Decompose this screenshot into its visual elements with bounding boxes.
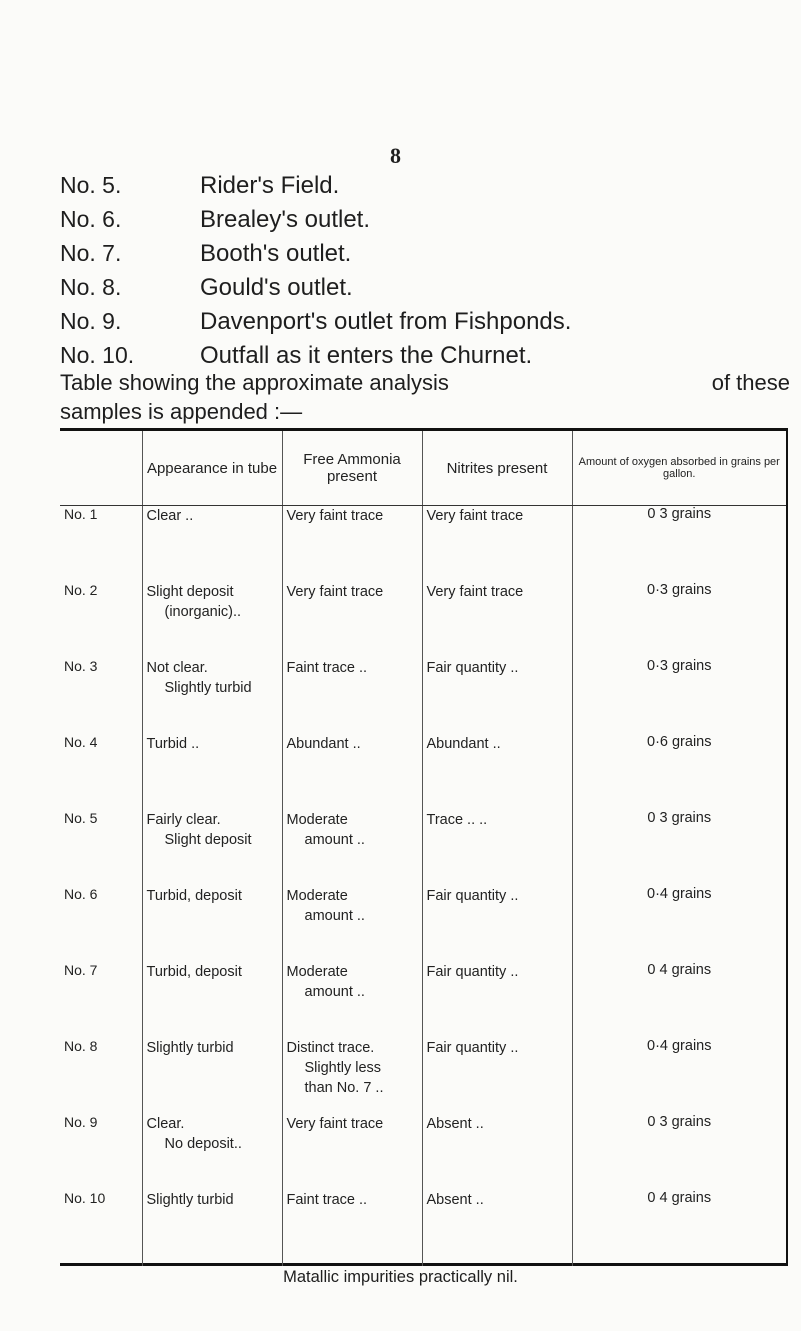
cell-line: Faint trace .. (286, 1192, 368, 1208)
list-item (60, 236, 571, 270)
cell-line: Very faint trace (286, 508, 384, 524)
cell-line: 0·4 grains (647, 1038, 712, 1054)
cell-line: Moderate (286, 964, 348, 980)
page-number: 8 (390, 143, 401, 168)
cell-line: 0·3 grains (647, 582, 712, 598)
table-row (60, 1114, 786, 1190)
cell-line: 0 3 grains (647, 1114, 712, 1130)
nitrites-cell (422, 810, 572, 886)
cell-line: Distinct trace. (286, 1040, 375, 1056)
cell-line: Very faint trace (286, 1116, 384, 1132)
analysis-table-frame (60, 428, 788, 1266)
cell-line: Faint trace .. (286, 660, 368, 676)
cell-line: Fair quantity .. (426, 660, 519, 676)
ammonia-cell (282, 658, 422, 734)
table-row (60, 734, 786, 810)
oxygen-cell (572, 1038, 786, 1114)
cell-line: No. 9 (64, 1114, 98, 1130)
cell-line: No. 8 (64, 1038, 98, 1054)
cell-line: No. 4 (64, 734, 98, 750)
list-item (60, 338, 571, 372)
intro-line: samples is appended :— (60, 399, 303, 424)
cell-line: Very faint trace (426, 584, 524, 600)
cell-line: 0 4 grains (647, 1190, 712, 1206)
sample-cell (60, 658, 142, 734)
nitrites-cell (422, 886, 572, 962)
cell-line: Moderate (286, 812, 348, 828)
oxygen-cell (572, 1114, 786, 1190)
cell-line: Slightly turbid (164, 680, 252, 696)
cell-line: Very faint trace (426, 508, 524, 524)
cell-line: 0 3 grains (647, 810, 712, 826)
sample-cell (60, 734, 142, 810)
table-row (60, 658, 786, 734)
table-row (60, 962, 786, 1038)
cell-line: 0·3 grains (647, 658, 712, 674)
oxygen-cell (572, 734, 786, 810)
cell-line: Fair quantity .. (426, 964, 519, 980)
appearance-cell (142, 506, 282, 583)
oxygen-cell (572, 962, 786, 1038)
appearance-cell (142, 734, 282, 810)
list-item (60, 270, 571, 304)
table-header-row (60, 431, 786, 506)
cell-line: 0 3 grains (647, 506, 712, 522)
ammonia-cell (282, 1114, 422, 1190)
appearance-cell (142, 886, 282, 962)
cell-line: Slightly less (304, 1060, 382, 1076)
appearance-cell (142, 658, 282, 734)
cell-line: Not clear. (146, 660, 208, 676)
cell-line: No. 2 (64, 582, 98, 598)
ammonia-cell (282, 582, 422, 658)
appearance-cell (142, 1190, 282, 1266)
nitrites-cell (422, 658, 572, 734)
appearance-cell (142, 962, 282, 1038)
cell-line: Absent .. (426, 1116, 484, 1132)
header-sample (60, 431, 142, 506)
cell-line: Turbid .. (146, 736, 200, 752)
analysis-table (60, 431, 786, 1266)
table-row (60, 810, 786, 886)
ammonia-cell (282, 1190, 422, 1266)
cell-line: Abundant .. (426, 736, 501, 752)
footer-note: Matallic impurities practically nil. (283, 1268, 518, 1286)
cell-line: Very faint trace (286, 584, 384, 600)
sample-cell (60, 1190, 142, 1266)
cell-line: Fairly clear. (146, 812, 221, 828)
sample-description: Rider's Field. (200, 172, 340, 199)
cell-line: No. 1 (64, 506, 98, 522)
nitrites-cell (422, 734, 572, 810)
table-row (60, 1038, 786, 1114)
ammonia-cell (282, 810, 422, 886)
sample-description: Davenport's outlet from Fishponds. (200, 308, 572, 335)
sample-cell (60, 506, 142, 583)
sample-description: Booth's outlet. (200, 240, 352, 267)
cell-line: Turbid, deposit (146, 888, 242, 904)
sample-number: No. 7. (60, 240, 122, 266)
cell-line: Moderate (286, 888, 348, 904)
sample-description: Brealey's outlet. (200, 206, 371, 233)
cell-line: amount .. (304, 984, 365, 1000)
list-item (60, 202, 571, 236)
intro-text: Table showing the approximate analysis (60, 370, 449, 395)
cell-line: amount .. (304, 908, 365, 924)
list-item (60, 168, 571, 202)
cell-line: Slight deposit (146, 584, 234, 600)
sample-list (60, 168, 571, 372)
oxygen-cell (572, 886, 786, 962)
cell-line: than No. 7 .. (304, 1080, 384, 1096)
cell-line: Trace .. .. (426, 812, 488, 828)
oxygen-cell (572, 810, 786, 886)
oxygen-cell (572, 582, 786, 658)
nitrites-cell (422, 962, 572, 1038)
ammonia-cell (282, 962, 422, 1038)
nitrites-cell (422, 1038, 572, 1114)
ammonia-cell (282, 886, 422, 962)
sample-description: Outfall as it enters the Churnet. (200, 342, 533, 369)
appearance-cell (142, 582, 282, 658)
cell-line: 0·6 grains (647, 734, 712, 750)
table-row (60, 506, 786, 583)
nitrites-cell (422, 506, 572, 583)
cell-line: No. 10 (64, 1190, 106, 1206)
sample-number: No. 6. (60, 206, 122, 232)
sample-cell (60, 1038, 142, 1114)
appearance-cell (142, 1038, 282, 1114)
intro-paragraph (60, 368, 790, 426)
list-item (60, 304, 571, 338)
cell-line: amount .. (304, 832, 365, 848)
ammonia-cell (282, 1038, 422, 1114)
cell-line: Clear. (146, 1116, 185, 1132)
cell-line: Abundant .. (286, 736, 361, 752)
cell-line: 0·4 grains (647, 886, 712, 902)
cell-line: No. 3 (64, 658, 98, 674)
table-row (60, 1190, 786, 1266)
cell-line: Absent .. (426, 1192, 484, 1208)
nitrites-cell (422, 582, 572, 658)
cell-line: Clear .. (146, 508, 194, 524)
sample-cell (60, 886, 142, 962)
sample-description: Gould's outlet. (200, 274, 353, 301)
sample-cell (60, 582, 142, 658)
oxygen-cell (572, 658, 786, 734)
header-nitrites: Nitrites present (422, 431, 572, 506)
nitrites-cell (422, 1190, 572, 1266)
cell-line: Slightly turbid (146, 1040, 234, 1056)
cell-line: (inorganic).. (164, 604, 242, 620)
intro-line (60, 368, 790, 397)
cell-line: No. 6 (64, 886, 98, 902)
oxygen-cell (572, 506, 786, 583)
cell-line: 0 4 grains (647, 962, 712, 978)
appearance-cell (142, 810, 282, 886)
sample-number: No. 10. (60, 342, 135, 368)
ammonia-cell (282, 734, 422, 810)
ammonia-cell (282, 506, 422, 583)
cell-line: No deposit.. (164, 1136, 242, 1152)
oxygen-cell (572, 1190, 786, 1266)
sample-cell (60, 962, 142, 1038)
nitrites-cell (422, 1114, 572, 1190)
cell-line: Fair quantity .. (426, 1040, 519, 1056)
cell-line: Fair quantity .. (426, 888, 519, 904)
header-ammonia: Free Ammonia present (282, 431, 422, 506)
sample-cell (60, 1114, 142, 1190)
header-oxygen: Amount of oxygen absorbed in grains per gallon. (572, 431, 786, 506)
header-appearance: Appearance in tube (142, 431, 282, 506)
table-row (60, 886, 786, 962)
cell-line: Slight deposit (164, 832, 252, 848)
table-row (60, 582, 786, 658)
cell-line: No. 7 (64, 962, 98, 978)
sample-number: No. 5. (60, 172, 122, 198)
cell-line: No. 5 (64, 810, 98, 826)
intro-text: of these (711, 370, 790, 395)
appearance-cell (142, 1114, 282, 1190)
sample-number: No. 8. (60, 274, 122, 300)
sample-cell (60, 810, 142, 886)
cell-line: Slightly turbid (146, 1192, 234, 1208)
sample-number: No. 9. (60, 308, 122, 334)
cell-line: Turbid, deposit (146, 964, 242, 980)
